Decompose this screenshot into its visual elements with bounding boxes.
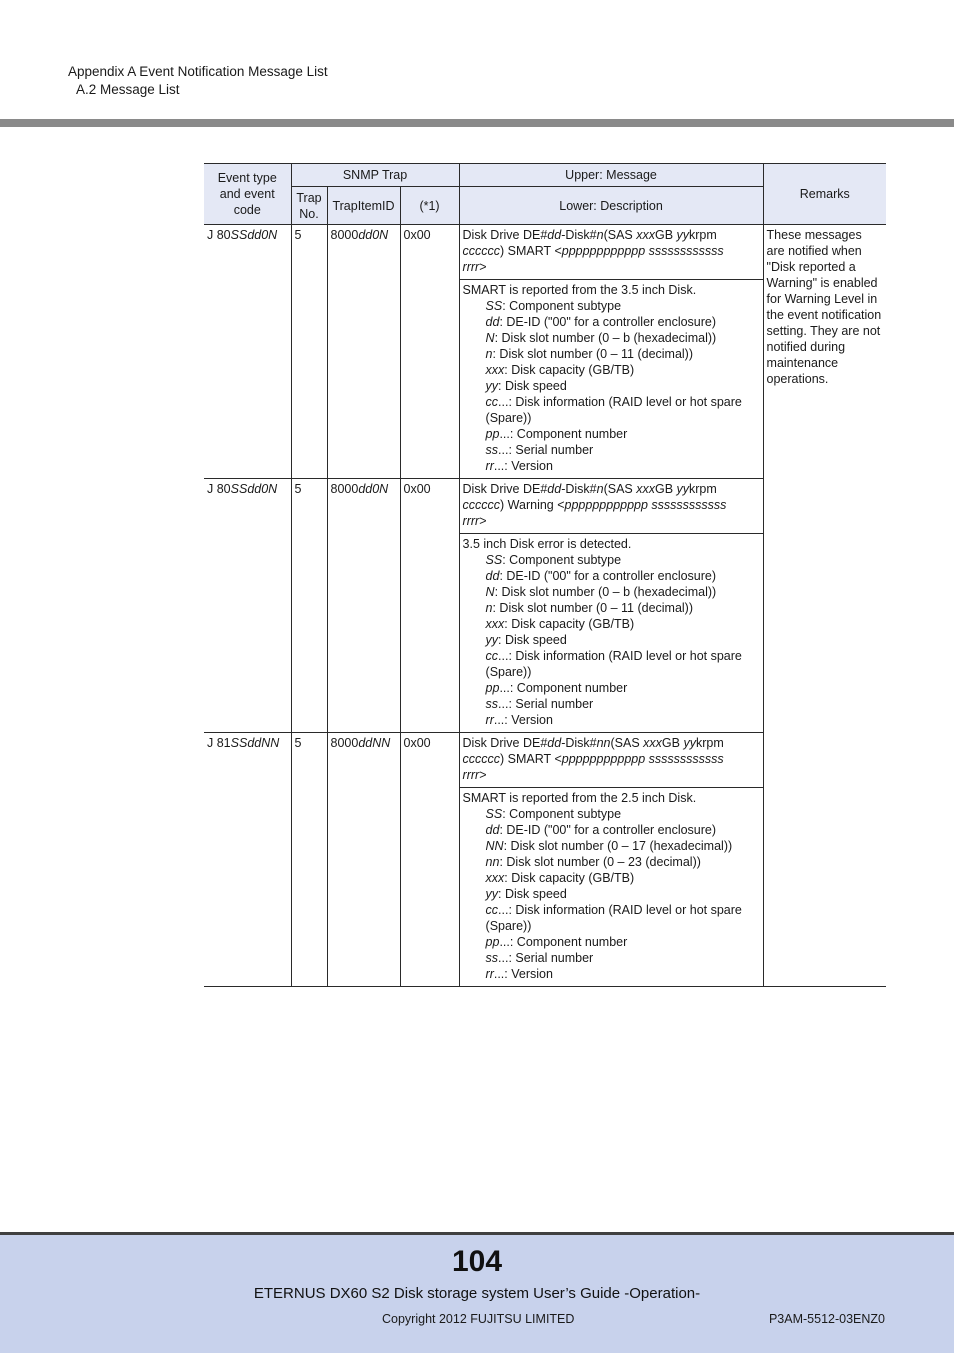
header-lower-description: Lower: Description [459,187,763,225]
trap-item-id-cell [327,733,400,987]
description-variable: N [485,585,495,599]
document-id: P3AM-5512-03ENZ0 [768,1312,885,1326]
description-variable: cc [485,395,499,409]
document-title: ETERNUS DX60 S2 Disk storage system User’s Guide -Operation- [253,1285,701,1302]
description-variable: n [485,601,493,615]
description-text: : Disk slot number (0 – b (hexadecimal)) [494,331,717,345]
description-text: : DE-ID ("00" for a controller enclosure) [499,569,717,583]
variable-text: n [596,228,604,242]
message-line [463,227,760,243]
description-variable: rr [485,967,494,981]
variable-text: yy [676,228,690,242]
description-variable: pp [485,427,500,441]
trap-no-value: 5 [294,228,302,242]
text-fragment: GB [661,736,684,750]
description-text: ...: Serial number [498,697,594,711]
description-item [463,838,760,854]
table-row [204,225,886,280]
remarks-cell [763,225,886,987]
variable-text: dd [547,736,562,750]
trap-no-value: 5 [294,736,302,750]
text-fragment: (SAS [603,482,637,496]
text-fragment: -Disk# [561,228,597,242]
message-cell [459,733,763,788]
event-code-variable: SSdd0N [230,228,278,242]
variable-text: pppppppppppp ssssssssssss [564,498,727,512]
event-code-prefix: J 81 [207,736,231,750]
description-item [463,680,760,696]
text-fragment: > [479,260,487,274]
description-variable: cc [485,903,499,917]
text-fragment: GB [654,482,677,496]
description-item [463,330,760,346]
variable-text: xxx [643,736,662,750]
message-cell [459,479,763,534]
description-item [463,966,760,982]
text-fragment: ) SMART < [500,752,562,766]
description-variable: n [485,347,493,361]
description-text: ...: Component number [499,681,628,695]
event-code-cell [204,225,291,479]
description-text: : Disk capacity (GB/TB) [504,871,635,885]
description-cell [459,534,763,733]
text-fragment: krpm [689,228,717,242]
event-code-variable: SSddNN [230,736,280,750]
description-text: ...: Component number [499,935,628,949]
header-trap-no: Trap No. [291,187,327,225]
variable-text: yy [683,736,696,750]
text-fragment: GB [654,228,677,242]
header-note-1: (*1) [400,187,459,225]
description-item [463,648,760,680]
message-cell [459,225,763,280]
description-variable: SS [485,807,503,821]
breadcrumb-appendix: Appendix A Event Notification Message List [68,64,328,79]
text-fragment: > [479,514,487,528]
note-value: 0x00 [403,482,431,496]
description-text: ...: Disk information (RAID level or hot spare (Spare)) [485,903,742,933]
header-trap-item-id: TrapItemID [327,187,400,225]
trap-no-cell [291,733,327,987]
header-upper-message: Upper: Message [459,164,763,187]
variable-text: cccccc [462,752,501,766]
description-variable: nn [485,855,500,869]
description-item [463,442,760,458]
description-text: : Disk slot number (0 – 23 (decimal)) [499,855,701,869]
description-text: : Disk speed [498,887,567,901]
description-item [463,632,760,648]
remarks-text: These messages are notified when "Disk reported a Warning" is enabled for Warning Level in the event notification setting. They are not notified during maintenance operations. [766,228,882,386]
event-code-cell [204,733,291,987]
description-text: ...: Version [493,967,553,981]
description-text: : Disk speed [498,633,567,647]
description-item [463,696,760,712]
description-item [463,314,760,330]
description-variable: pp [485,935,500,949]
description-text: ...: Component number [499,427,628,441]
description-item [463,902,760,934]
page-footer [0,1232,954,1353]
text-fragment: ) SMART < [500,244,562,258]
breadcrumb-section: A.2 Message List [76,82,180,97]
variable-text: dd [547,228,562,242]
variable-text: xxx [636,228,655,242]
description-variable: ss [485,443,499,457]
description-item [463,362,760,378]
text-fragment: Disk Drive DE# [462,228,548,242]
description-text: : DE-ID ("00" for a controller enclosure) [499,315,717,329]
description-cell [459,280,763,479]
description-variable: yy [485,633,499,647]
description-variable: pp [485,681,500,695]
description-text: : Disk slot number (0 – 11 (decimal)) [492,601,694,615]
description-text: ...: Serial number [498,443,594,457]
description-item [463,616,760,632]
variable-text: rrrr [462,514,480,528]
description-item [463,712,760,728]
description-item [463,822,760,838]
description-item [463,378,760,394]
description-item [463,298,760,314]
variable-text: cccccc [462,498,501,512]
header-remarks: Remarks [763,164,886,225]
text-fragment: ) Warning < [500,498,565,512]
description-item [463,854,760,870]
message-line [463,513,760,529]
event-code-prefix: J 80 [207,228,231,242]
message-line [463,481,760,497]
description-item [463,394,760,426]
description-text: : Component subtype [502,553,622,567]
text-fragment: Disk Drive DE# [462,482,548,496]
trap-item-id-cell [327,225,400,479]
message-line [463,243,760,259]
description-variable: N [485,331,495,345]
description-item [463,600,760,616]
description-item [463,346,760,362]
description-item [463,870,760,886]
description-variable: xxx [485,617,505,631]
variable-text: rrrr [462,260,480,274]
description-variable: SS [485,553,503,567]
description-variable: SS [485,299,503,313]
variable-text: nn [596,736,611,750]
description-variable: xxx [485,363,505,377]
variable-text: n [596,482,604,496]
header-snmp-trap: SNMP Trap [291,164,459,187]
variable-text: dd [547,482,562,496]
trap-no-value: 5 [294,482,302,496]
message-line [463,259,760,275]
description-item [463,934,760,950]
description-variable: ss [485,951,499,965]
description-text: ...: Disk information (RAID level or hot spare (Spare)) [485,649,742,679]
description-text: : Disk slot number (0 – 11 (decimal)) [492,347,694,361]
variable-text: pppppppppppp ssssssssssss [561,752,724,766]
trap-item-id-variable: dd0N [358,228,389,242]
message-list-table [204,163,886,987]
description-variable: NN [485,839,504,853]
description-variable: rr [485,459,494,473]
message-line [463,735,760,751]
description-variable: cc [485,649,499,663]
trap-item-id-variable: dd0N [358,482,389,496]
description-item [463,806,760,822]
variable-text: cccccc [462,244,501,258]
trap-item-id-prefix: 8000 [330,736,359,750]
text-fragment: (SAS [603,228,637,242]
text-fragment: (SAS [610,736,644,750]
message-line [463,497,760,513]
trap-no-cell [291,479,327,733]
header-divider-bar [0,119,954,127]
event-code-variable: SSdd0N [230,482,278,496]
copyright-notice: Copyright 2012 FUJITSU LIMITED [382,1312,575,1326]
description-text: ...: Version [493,459,553,473]
description-item [463,426,760,442]
description-text: : Disk slot number (0 – 17 (hexadecimal)) [503,839,733,853]
trap-item-id-prefix: 8000 [330,228,359,242]
description-item [463,458,760,474]
description-intro: SMART is reported from the 2.5 inch Disk. [462,791,697,805]
description-text: ...: Serial number [498,951,594,965]
description-variable: rr [485,713,494,727]
note-cell [400,479,459,733]
page-number: 104 [451,1245,503,1278]
text-fragment: krpm [695,736,724,750]
text-fragment: -Disk# [561,482,597,496]
note-cell [400,733,459,987]
description-intro: 3.5 inch Disk error is detected. [462,537,632,551]
text-fragment: Disk Drive DE# [462,736,548,750]
description-item [463,950,760,966]
message-line [463,767,760,783]
description-text: : Disk slot number (0 – b (hexadecimal)) [494,585,717,599]
description-item [463,568,760,584]
description-text: ...: Version [493,713,553,727]
description-variable: yy [485,887,499,901]
description-cell [459,788,763,987]
note-value: 0x00 [403,736,431,750]
description-variable: dd [485,823,500,837]
description-variable: yy [485,379,499,393]
description-text: : Disk capacity (GB/TB) [504,363,635,377]
variable-text: rrrr [462,768,480,782]
description-item [463,886,760,902]
description-variable: dd [485,315,500,329]
description-text: : DE-ID ("00" for a controller enclosure) [499,823,717,837]
description-text: : Component subtype [502,299,622,313]
note-value: 0x00 [403,228,431,242]
description-text: : Component subtype [502,807,622,821]
trap-item-id-cell [327,479,400,733]
description-item [463,584,760,600]
text-fragment: > [479,768,487,782]
description-intro: SMART is reported from the 3.5 inch Disk. [462,283,697,297]
trap-no-cell [291,225,327,479]
variable-text: xxx [636,482,655,496]
description-variable: xxx [485,871,505,885]
text-fragment: krpm [689,482,717,496]
variable-text: pppppppppppp ssssssssssss [561,244,724,258]
event-code-prefix: J 80 [207,482,231,496]
description-text: ...: Disk information (RAID level or hot spare (Spare)) [485,395,742,425]
trap-item-id-prefix: 8000 [330,482,359,496]
description-item [463,552,760,568]
note-cell [400,225,459,479]
variable-text: yy [676,482,690,496]
event-code-cell [204,479,291,733]
header-event-type: Event type and event code [204,164,291,225]
description-text: : Disk speed [498,379,567,393]
text-fragment: -Disk# [561,736,597,750]
description-variable: ss [485,697,499,711]
message-line [463,751,760,767]
description-text: : Disk capacity (GB/TB) [504,617,635,631]
description-variable: dd [485,569,500,583]
trap-item-id-variable: ddNN [358,736,391,750]
